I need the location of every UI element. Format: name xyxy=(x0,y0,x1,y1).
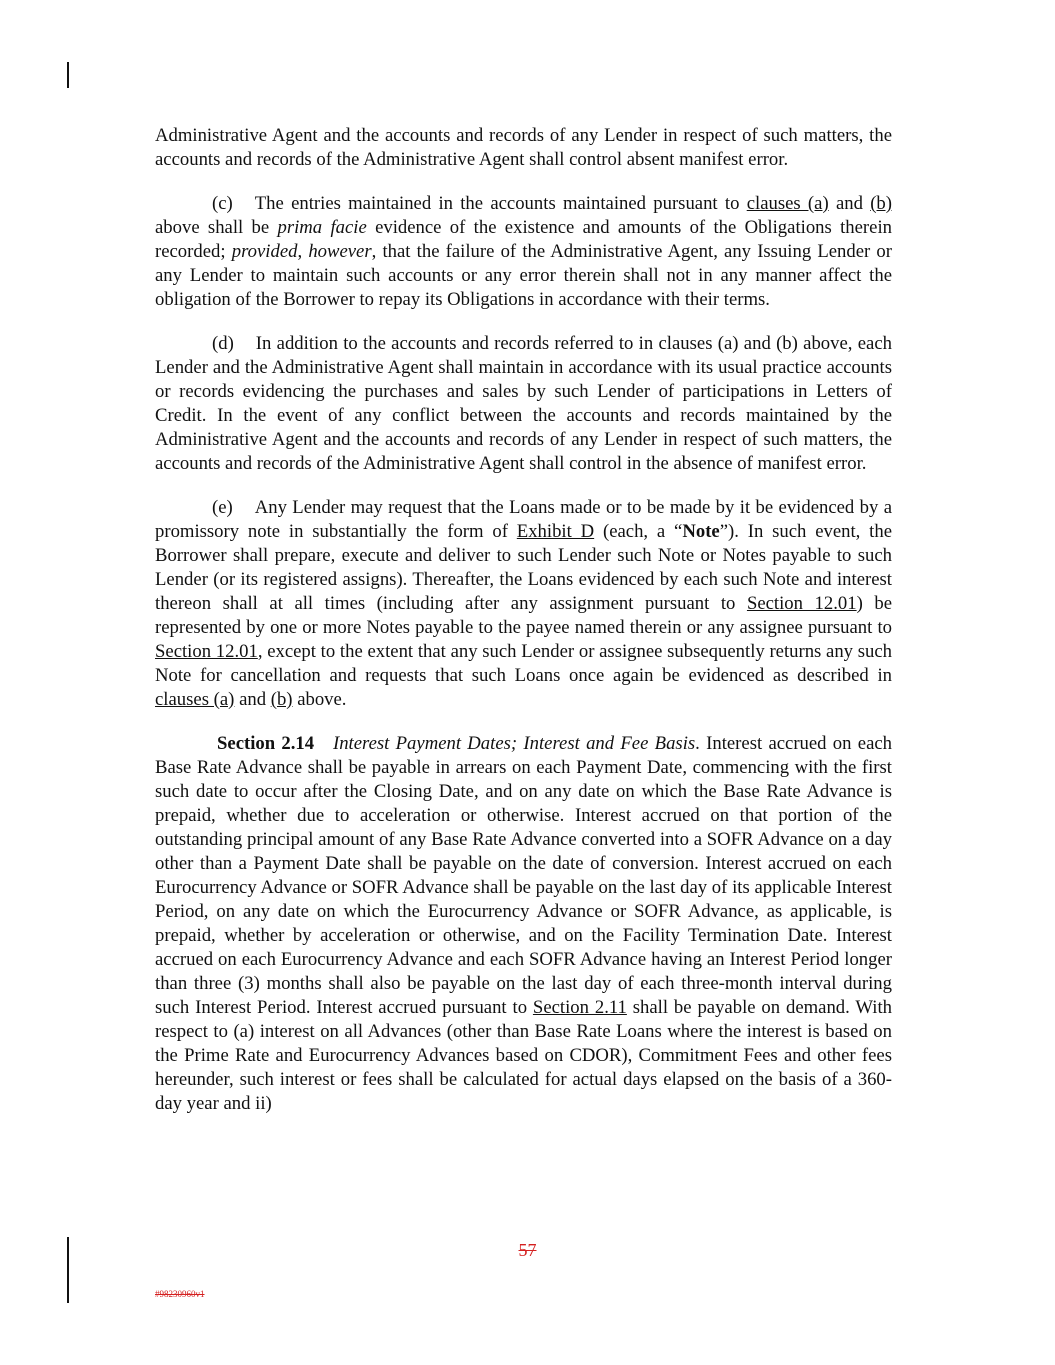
clause-c-label: (c) xyxy=(212,193,233,214)
clause-c: (c) The entries maintained in the accounts maintained pursuant to clauses (a) and (b) above shall be prima facie evidence of the existence and amounts of the Obligations therein recorded; provided, however, that the failure of the Administrative Agent, any Issuing Lender or any Lender to maintain such accounts or any error therein shall not in any manner affect the obligation of the Borrower to repay its Obligations in accordance with their terms. xyxy=(155,193,892,310)
clause-e-label: (e) xyxy=(212,497,233,518)
clause-e: (e) Any Lender may request that the Loans made or to be made by it be evidenced by a promissory note in substantially the form of Exhibit D (each, a “Note”). In such event, the Borrower shall prepare, execute and deliver to such Lender such Note or Notes payable to such Lender (or its registered assigns). Thereafter, the Loans evidenced by each such Note and interest thereon shall at all times (including after any assignment pursuant to Section 12.01) be represented by one or more Notes payable to the payee named therein or any assignee pursuant to Section 12.01, except to the extent that any such Lender or assignee subsequently returns any such Note for cancellation and requests that such Loans once again be evidenced as described in clauses (a) and (b) above. xyxy=(155,497,893,710)
ref-section-12-01-second: Section 12.01 xyxy=(155,641,258,662)
paragraph-continuation: Administrative Agent and the accounts and records of any Lender in respect of such matters, the accounts and records of the Administrative Agent shall control absent manifest error. xyxy=(155,125,892,170)
ref-section-12-01: Section 12.01 xyxy=(746,593,857,614)
section-number: Section 2.14 xyxy=(217,733,315,754)
section-2-14: Section 2.14 Interest Payment Dates; Interest and Fee Basis. Interest accrued on each Base Rate Advance shall be payable in arrears on each Payment Date, commencing with the first such date to occur after the Closing Date, and on any date on which the Base Rate Advance is prepaid, whether due to acceleration or otherwise. Interest accrued on that portion of the outstanding principal amount of any Base Rate Advance converted into a SOFR Advance on a day other than a Payment Date shall be payable on the date of conversion. Interest accrued on each Eurocurrency Advance or SOFR Advance shall be payable on the last day of its applicable Interest Period, on any date on which the Eurocurrency Advance or SOFR Advance, as applicable, is prepaid, whether by acceleration or otherwise, and on the Facility Termination Date. Interest accrued on each Eurocurrency Advance and each SOFR Advance having an Interest Period longer than three (3) months shall also be payable on the last day of each three-month interval during such Interest Period. Interest accrued pursuant to Section 2.11 shall be payable on demand. With respect to (a) interest on all Advances (other than Base Rate Loans where the interest is based on the Prime Rate and Eurocurrency Advances based on CDOR), Commitment Fees and other fees hereunder, such interest or fees shall be calculated for actual days elapsed on the basis of a 360-day year and ii) xyxy=(155,733,893,1114)
document-body xyxy=(155,124,892,1136)
clause-d-label: (d) xyxy=(212,333,234,354)
ref-section-2-11: Section 2.11 xyxy=(532,997,627,1018)
term-however: however xyxy=(308,241,372,262)
term-prima-facie: prima facie xyxy=(277,217,367,238)
term-provided: provided xyxy=(231,241,298,262)
clause-d: (d) In addition to the accounts and records referred to in clauses (a) and (b) above, each Lender and the Administrative Agent shall maintain in accordance with its usual practice accounts or records evidencing the purchases and sales by such Lender of participations in Letters of Credit. In the event of any conflict between the accounts and records maintained by the Administrative Agent and the accounts and records of any Lender in respect of such matters, the accounts and records of the Administrative Agent shall control in the absence of manifest error. xyxy=(155,333,892,474)
section-title: Interest Payment Dates; Interest and Fee Basis xyxy=(332,733,696,754)
ref-clause-b: (b) xyxy=(870,193,892,214)
page-number: 57 xyxy=(518,1240,537,1260)
defined-term-note: Note xyxy=(682,521,720,542)
ref-clauses-a-second: clauses (a) xyxy=(155,689,235,710)
ref-clauses-a: clauses (a) xyxy=(746,193,829,214)
ref-clause-b-second: (b) xyxy=(270,689,293,710)
document-id: #98230960v1 xyxy=(155,1289,205,1299)
revision-bar-top xyxy=(67,62,69,88)
ref-exhibit-d: Exhibit D xyxy=(516,521,595,542)
